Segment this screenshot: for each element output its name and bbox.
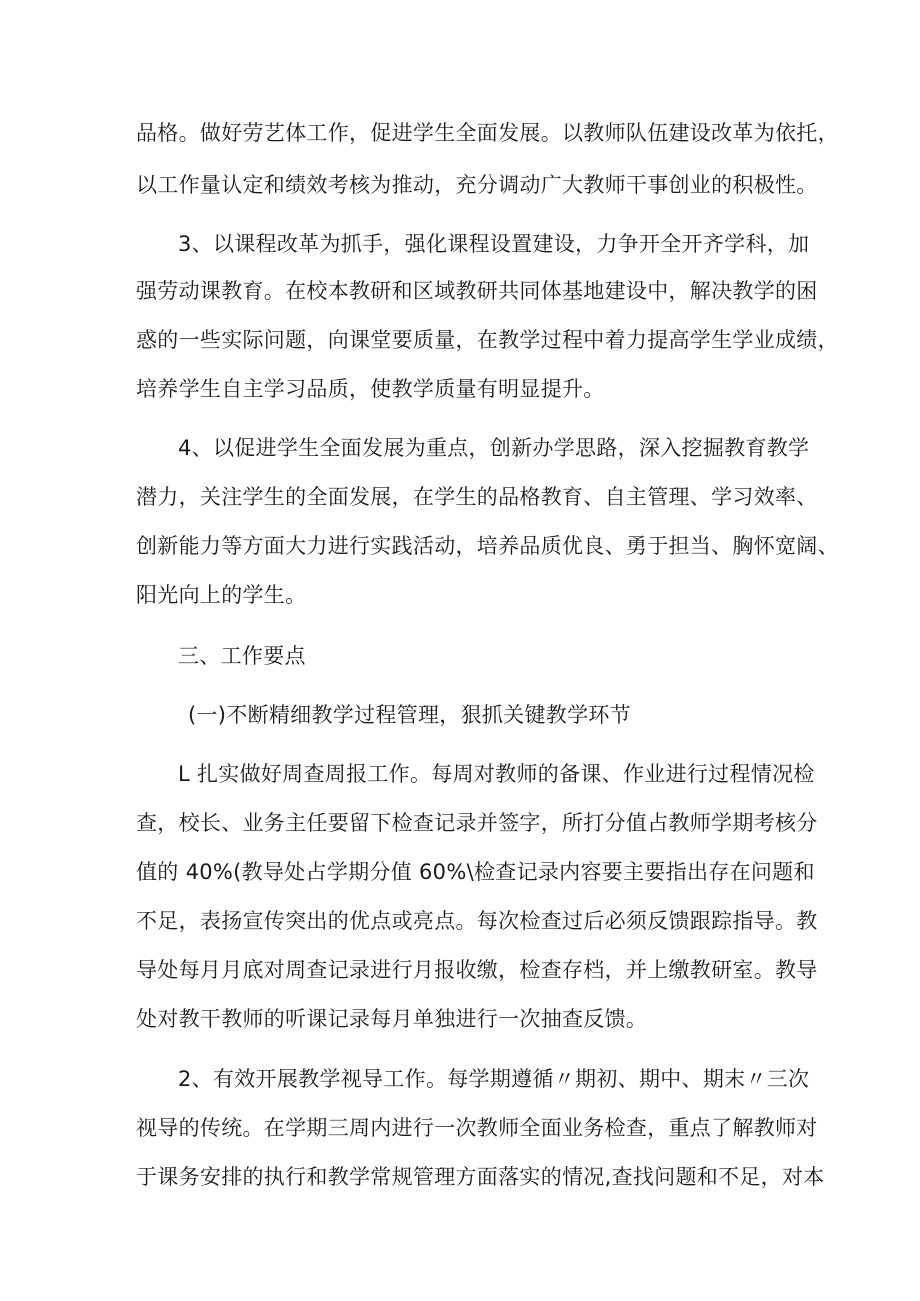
paragraph-line: 阳光向上的学生。 xyxy=(136,583,307,607)
paragraph-line: 强劳动课教育。在校本教研和区域教研共同体基地建设中，解决教学的困 xyxy=(136,279,818,303)
paragraph-line: 3、以课程改革为抓手，强化课程设置建设，力争开全开齐学科，加 xyxy=(178,232,810,256)
paragraph-line: 导处每月月底对周查记录进行月报收缴，检查存档，并上缴教研室。教导 xyxy=(136,958,818,982)
section-heading: 三、工作要点 xyxy=(178,644,306,668)
paragraph-line: 培养学生自主学习品质，使教学质量有明显提升。 xyxy=(136,377,605,401)
paragraph-line: 查，校长、业务主任要留下检查记录并签字，所打分值占教师学期考核分 xyxy=(136,811,818,835)
paragraph-line: 视导的传统。在学期三周内进行一次教师全面业务检查，重点了解教师对 xyxy=(136,1116,818,1140)
paragraph-line: 潜力，关注学生的全面发展，在学生的品格教育、自主管理、学习效率、 xyxy=(136,485,818,509)
paragraph-line: 值的 40%(教导处占学期分值 60%\检查记录内容要主要指出存在问题和 xyxy=(136,860,815,884)
paragraph-line: 4、以促进学生全面发展为重点，创新办学思路，深入挖掘教育教学 xyxy=(178,436,810,460)
paragraph-line: 处对教干教师的听课记录每月单独进行一次抽查反馈。 xyxy=(136,1007,648,1031)
paragraph-line: L 扎实做好周查周报工作。每周对教师的备课、作业进行过程情况检 xyxy=(178,762,815,786)
paragraph-line: 以工作量认定和绩效考核为推动，充分调动广大教师干事创业的积极性。 xyxy=(136,173,818,197)
paragraph-line: 品格。做好劳艺体工作，促进学生全面发展。以教师队伍建设改革为依托， xyxy=(136,121,839,145)
paragraph-line: 于课务安排的执行和教学常规管理方面落实的情况,查找问题和不足，对本 xyxy=(136,1165,825,1189)
subsection-heading: (一)不断精细教学过程管理，狠抓关键教学环节 xyxy=(188,703,631,727)
paragraph-line: 创新能力等方面大力进行实践活动，培养品质优良、勇于担当、胸怀宽阔、 xyxy=(136,534,839,558)
paragraph-line: 2、有效开展教学视导工作。每学期遵循〃期初、期中、期末〃三次 xyxy=(178,1067,810,1091)
paragraph-line: 惑的一些实际问题，向课堂要质量，在教学过程中着力提高学生学业成绩， xyxy=(136,328,839,352)
paragraph-line: 不足，表扬宣传突出的优点或亮点。每次检查过后必须反馈跟踪指导。教 xyxy=(136,909,818,933)
